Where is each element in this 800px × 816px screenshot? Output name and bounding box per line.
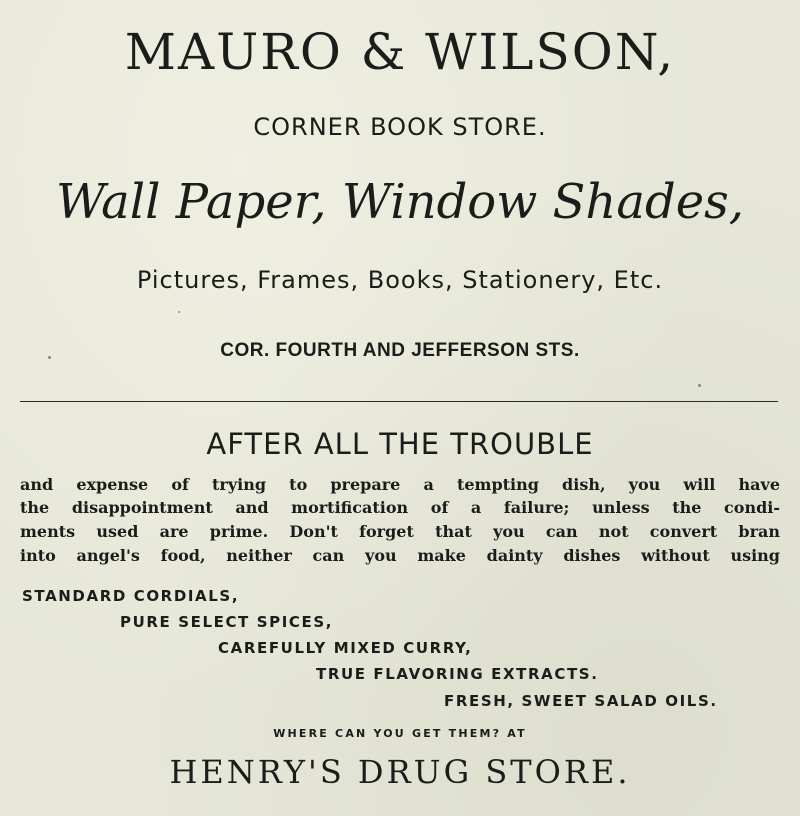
paper-speck — [178, 311, 180, 313]
question-line: WHERE CAN YOU GET THEM? AT — [273, 727, 527, 740]
goods-line: Wall Paper, Window Shades, — [56, 174, 744, 230]
body-text-line: and expense of trying to prepare a tempting dish, you will have — [20, 475, 780, 494]
body-text-line: the disappointment and mortification of a failure; unless the condi- — [20, 498, 780, 517]
paper-speck — [698, 384, 701, 387]
paper-speck — [48, 356, 51, 359]
product-item: FRESH, SWEET SALAD OILS. — [444, 692, 718, 710]
items-line: Pictures, Frames, Books, Stationery, Etc. — [136, 266, 664, 294]
product-item: PURE SELECT SPICES, — [120, 613, 334, 631]
body-text-line: into angel's food, neither can you make dainty dishes without using — [20, 546, 780, 565]
product-item: STANDARD CORDIALS, — [22, 587, 240, 605]
store-address: COR. FOURTH AND JEFFERSON STS. — [220, 340, 580, 361]
product-item: CAREFULLY MIXED CURRY, — [218, 639, 473, 657]
firm-name: MAURO & WILSON, — [124, 23, 676, 81]
body-text-line: ments used are prime. Don't forget that you can not convert bran — [20, 522, 780, 541]
store-subtitle: CORNER BOOK STORE. — [253, 113, 547, 141]
ad-headline: AFTER ALL THE TROUBLE — [206, 427, 594, 461]
section-divider — [20, 401, 778, 402]
drug-store-name: HENRY'S DRUG STORE. — [169, 753, 631, 791]
product-item: TRUE FLAVORING EXTRACTS. — [316, 665, 599, 683]
